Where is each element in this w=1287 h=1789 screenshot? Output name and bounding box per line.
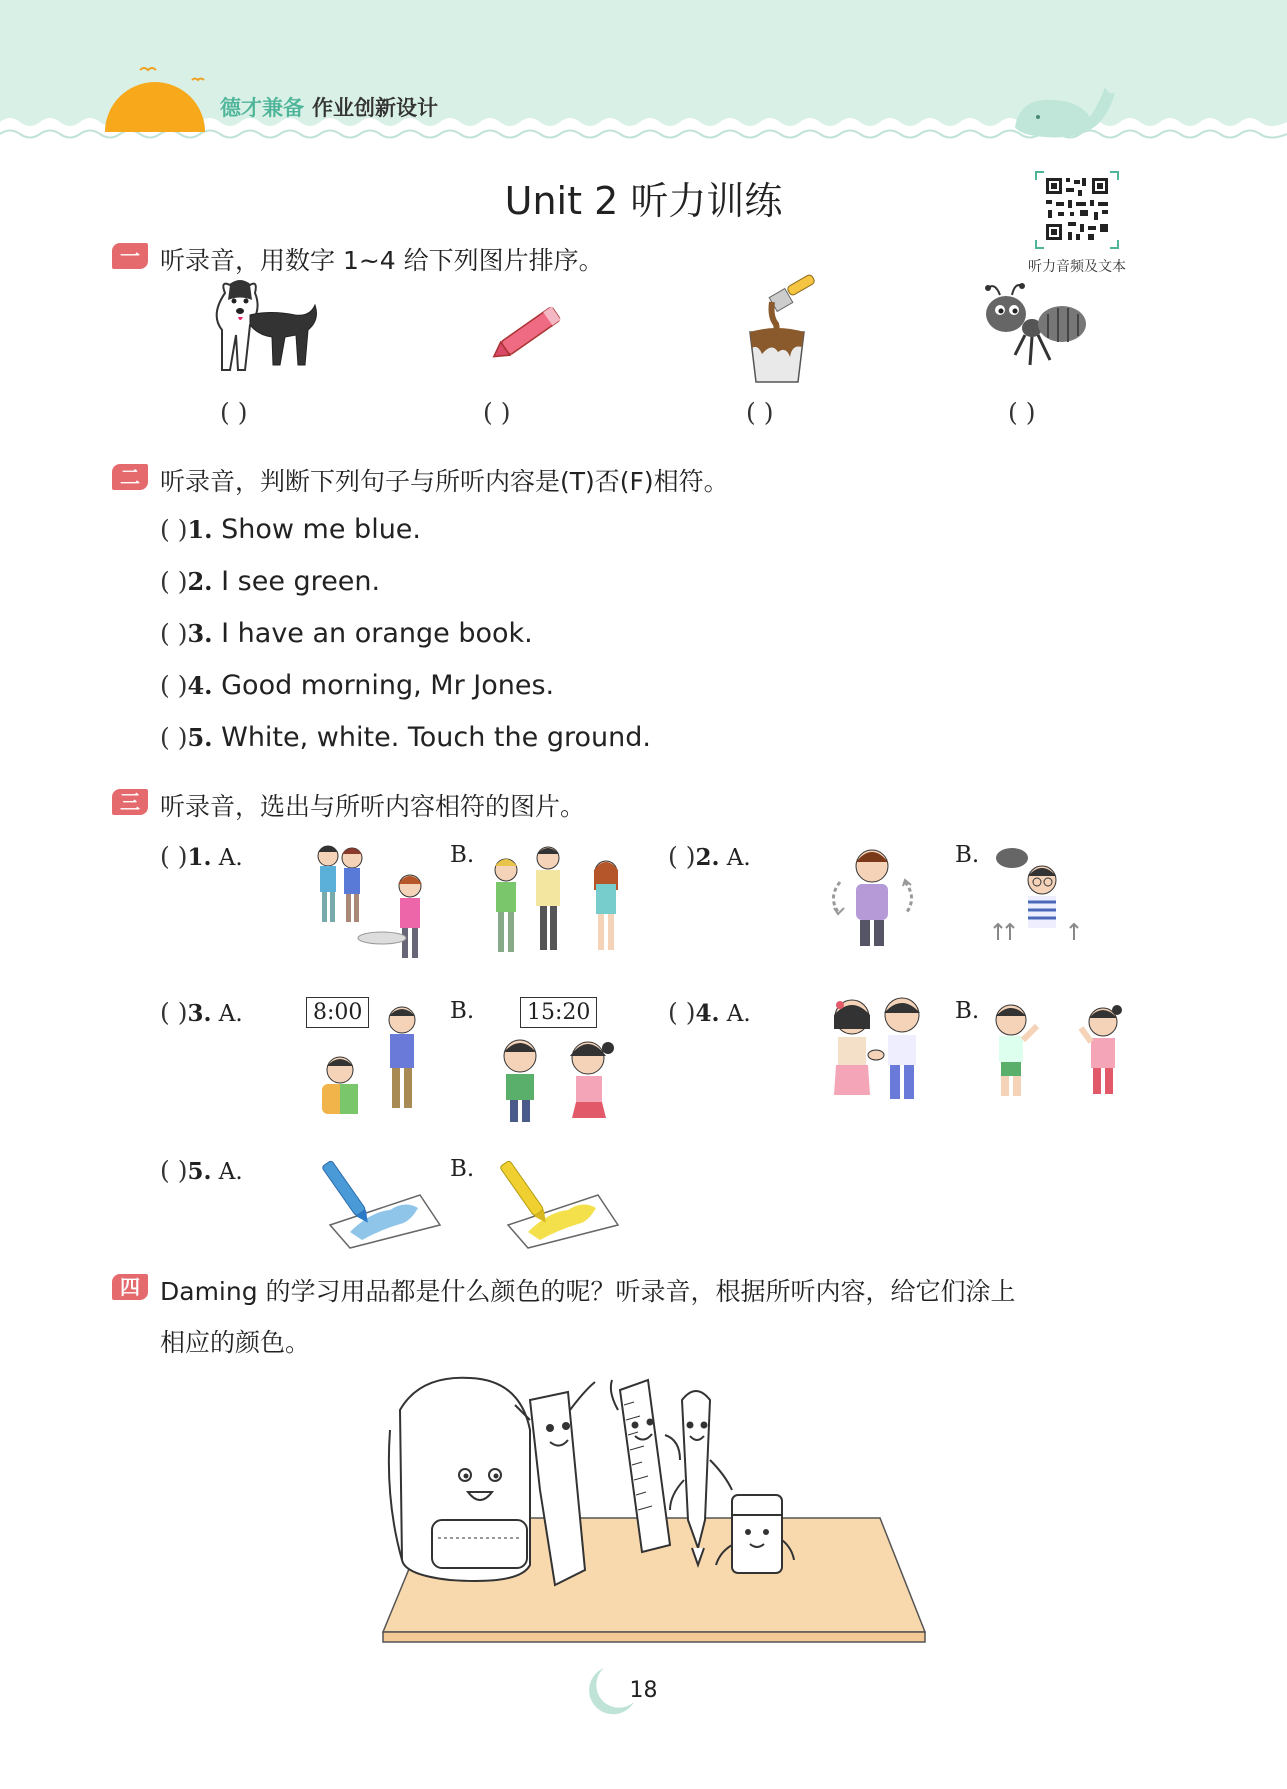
yellow-crayon-picture (488, 1150, 623, 1250)
sun-logo-icon (100, 52, 210, 132)
item-number: 1. (187, 844, 212, 871)
choice-item-3 (160, 998, 243, 1027)
answer-blank[interactable]: ( ) (1008, 398, 1036, 427)
option-b-label: B. (450, 842, 475, 868)
crayon-picture (482, 300, 577, 365)
brand-sub: 作业创新设计 (312, 96, 438, 120)
item-number: 4. (695, 1000, 720, 1027)
item-text: Show me blue. (221, 514, 422, 545)
morning-greeting-picture (310, 998, 430, 1118)
answer-blank[interactable]: ( ) (160, 567, 188, 596)
answer-blank[interactable]: ( ) (746, 398, 774, 427)
item-number: 2. (187, 567, 213, 596)
page-title: Unit 2 听力训练 (504, 179, 783, 223)
qr-code-icon[interactable] (1034, 170, 1120, 250)
ant-picture (980, 280, 1090, 375)
answer-blank[interactable]: ( ) (160, 723, 188, 752)
option-a-label: A. (218, 845, 243, 871)
choice-item-5 (160, 1156, 243, 1185)
section-2-badge: 二 (112, 464, 148, 490)
brand-main: 德才兼备 (220, 96, 304, 120)
handshake-kids-picture (826, 995, 931, 1105)
answer-blank[interactable]: ( ) (160, 671, 188, 700)
section-3-instruction: 听录音，选出与所听内容相符的图片。 (160, 792, 586, 821)
tf-item (160, 514, 421, 545)
waving-kids-picture (985, 1000, 1125, 1105)
section-3-badge: 三 (112, 789, 148, 815)
tf-item (160, 670, 554, 701)
section-1-instruction: 听录音，用数字 1~4 给下列图片排序。 (160, 246, 604, 275)
school-supplies-coloring-picture[interactable] (380, 1370, 930, 1650)
dog-picture (200, 275, 325, 385)
section-2-instruction: 听录音，判断下列句子与所听内容是(T)否(F)相符。 (160, 467, 729, 496)
option-b-label: B. (450, 1156, 475, 1182)
item-number: 4. (187, 671, 213, 700)
boy-jumping-picture (990, 840, 1090, 950)
clock-time-label: 15:20 (520, 997, 597, 1028)
teacher-students-picture (488, 840, 628, 960)
afternoon-greeting-picture (490, 1030, 630, 1125)
option-a-label: A. (218, 1001, 243, 1027)
answer-blank[interactable]: ( ) (160, 619, 188, 648)
answer-blank[interactable]: ( ) (668, 998, 696, 1027)
clock-time-label: 8:00 (306, 997, 369, 1028)
choice-item-4 (668, 998, 751, 1027)
choice-item-2 (668, 842, 751, 871)
answer-blank[interactable]: ( ) (483, 398, 511, 427)
item-number: 5. (187, 1158, 212, 1185)
answer-blank[interactable]: ( ) (160, 1156, 188, 1185)
answer-blank[interactable]: ( ) (668, 842, 696, 871)
section-4-instruction-line2: 相应的颜色。 (160, 1328, 311, 1357)
section-1-badge: 一 (112, 243, 148, 269)
item-number: 3. (187, 1000, 212, 1027)
boy-turning-picture (820, 842, 925, 952)
greeting-kids-picture (310, 838, 435, 963)
answer-blank[interactable]: ( ) (160, 515, 188, 544)
answer-blank[interactable]: ( ) (160, 842, 188, 871)
whale-icon (1010, 72, 1120, 142)
item-number: 2. (695, 844, 720, 871)
item-text: White, white. Touch the ground. (221, 722, 651, 753)
option-b-label: B. (450, 998, 475, 1024)
page-number: 18 (629, 1678, 658, 1703)
option-a-label: A. (726, 845, 751, 871)
item-number: 1. (187, 515, 213, 544)
blue-crayon-picture (310, 1150, 445, 1250)
paint-bucket-picture (742, 272, 827, 387)
item-text: I see green. (221, 566, 381, 597)
item-number: 5. (187, 723, 213, 752)
option-b-label: B. (955, 842, 980, 868)
answer-blank[interactable]: ( ) (220, 398, 248, 427)
answer-blank[interactable]: ( ) (160, 998, 188, 1027)
option-a-label: A. (218, 1159, 243, 1185)
tf-item (160, 566, 380, 597)
option-b-label: B. (955, 998, 980, 1024)
section-4-instruction-line1: Daming 的学习用品都是什么颜色的呢？听录音，根据所听内容，给它们涂上 (160, 1277, 1016, 1306)
item-text: I have an orange book. (221, 618, 533, 649)
tf-item (160, 618, 533, 649)
item-number: 3. (187, 619, 213, 648)
choice-item-1 (160, 842, 243, 871)
item-text: Good morning, Mr Jones. (221, 670, 555, 701)
brand-label (220, 92, 438, 122)
section-4-badge: 四 (112, 1274, 148, 1300)
option-a-label: A. (726, 1001, 751, 1027)
qr-caption: 听力音频及文本 (1028, 259, 1126, 275)
tf-item (160, 722, 651, 753)
